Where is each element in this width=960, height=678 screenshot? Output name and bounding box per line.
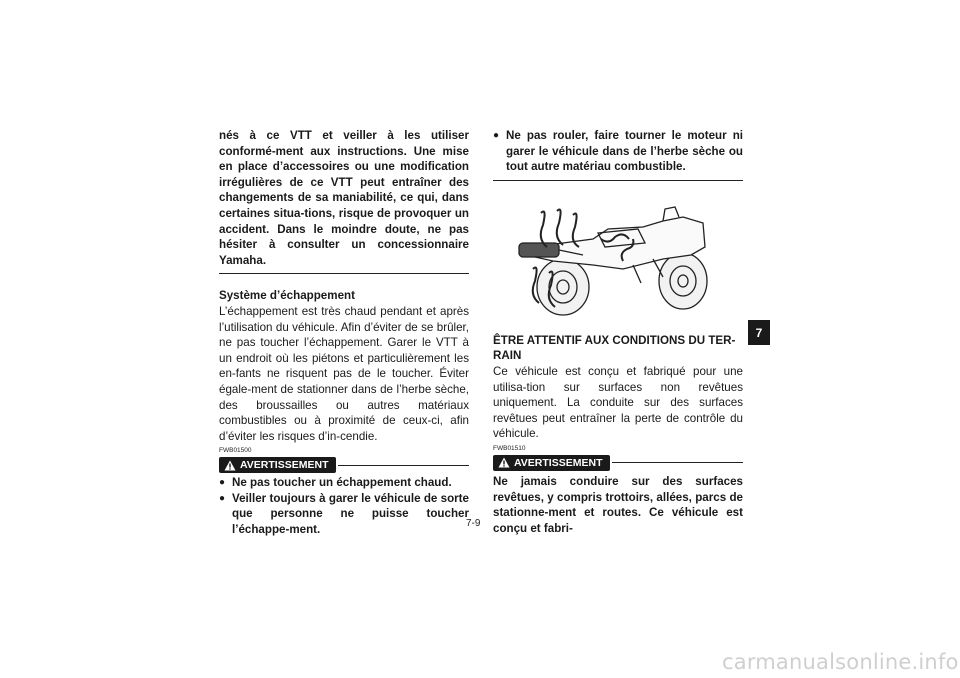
warning-code: FWB01500 — [219, 447, 252, 455]
warning-triangle-icon — [498, 457, 510, 468]
chapter-tab: 7 — [748, 320, 770, 345]
bullet-dot-icon: ● — [493, 130, 500, 141]
list-item-text: Ne pas rouler, faire tourner le moteur ni garer le véhicule dans de l’herbe sèche ou tout autre matériau combustible. — [506, 129, 743, 174]
list-item — [219, 475, 469, 491]
warning-bullet-list — [493, 128, 743, 175]
warning-triangle-icon — [224, 460, 236, 471]
exhaust-body: L’échappement est très chaud pendant et après l’utilisation du véhicule. Afin d’éviter de se brûler, ne pas toucher l’échappement. Garer le VTT à un endroit où les piétons et particulièrement les en-fants ne risquent pas de le toucher. Éviter égale-ment de stationner dans de l’herbe sèche, des broussailles ou autres matériaux combustibles ou à proximité de ceux-ci, afin d’éviter les risques d’in-cendie. — [219, 304, 469, 443]
warning-label: AVERTISSEMENT — [240, 459, 329, 472]
exhaust-heading: Système d’échappement — [219, 289, 355, 303]
warning-badge — [493, 455, 610, 471]
warning-badge — [219, 457, 336, 473]
warning-header-rule — [612, 462, 743, 463]
continued-warning-text: nés à ce VTT et veiller à les utiliser conformé-ment aux instructions. Une mise en place d’accessoires ou une modification irrégulières de ce VTT peut entraîner des changements de sa maniabilité, ce qui, dans certaines situa-tions, risque de provoquer un accident. Dans le moindre doute, ne pas hésiter à consulter un concessionnaire Yamaha. — [219, 129, 469, 267]
warning-header — [219, 457, 469, 473]
atv-hot-exhaust-illustration — [513, 199, 713, 321]
list-item — [493, 128, 743, 175]
list-item — [219, 491, 469, 538]
right-column — [493, 128, 743, 536]
bullet-dot-icon: ● — [219, 492, 226, 504]
warning-header — [493, 455, 743, 471]
warning-label: AVERTISSEMENT — [514, 456, 603, 469]
page-number: 7-9 — [466, 518, 481, 529]
terrain-heading: ÊTRE ATTENTIF AUX CONDITIONS DU TER-RAIN — [493, 333, 736, 363]
warning-end-rule — [219, 273, 469, 274]
warning-header-rule — [338, 465, 469, 466]
list-item-text: Ne pas toucher un échappement chaud. — [232, 476, 452, 490]
terrain-warning-text: Ne jamais conduire sur des surfaces revêtues, y compris trottoirs, allées, parcs de stationne-ment et routes. Ce véhicule est conçu et fabri- — [493, 474, 743, 535]
warning-bullet-list — [219, 475, 469, 537]
left-column — [219, 128, 469, 538]
bullet-dot-icon: ● — [219, 477, 226, 489]
watermark: carmanualsonline.info — [722, 650, 959, 674]
terrain-body: Ce véhicule est conçu et fabriqué pour une utilisa-tion sur surfaces non revêtues uniquement. La conduite sur des surfaces revêtues peut entraîner la perte de contrôle du véhicule. — [493, 364, 743, 441]
warning-end-rule — [493, 180, 743, 181]
list-item-text: Veiller toujours à garer le véhicule de sorte que personne ne puisse toucher l’échappe-ment. — [232, 491, 469, 537]
warning-code: FWB01510 — [493, 444, 526, 452]
